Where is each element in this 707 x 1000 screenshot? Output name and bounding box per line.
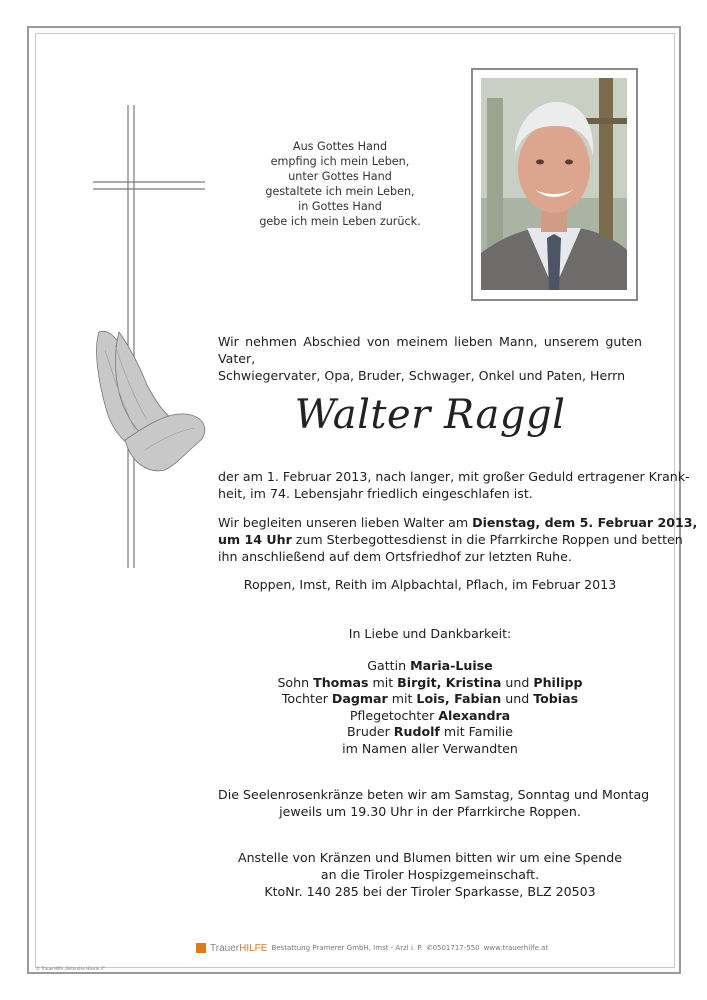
poem-line: in Gottes Hand <box>298 200 382 213</box>
family-wife: Gattin Maria-Luise <box>367 658 493 673</box>
copyright-note: © TrauerHilfe „Betendes Hände 3“ <box>36 966 106 971</box>
funeral-line-2: um 14 Uhr zum Sterbegottesdienst in die Pfarrkirche Roppen und betten <box>218 532 683 547</box>
cross-praying-hands-icon <box>85 100 220 570</box>
passing-line: heit, im 74. Lebensjahr friedlich eingeschlafen ist. <box>218 486 533 501</box>
funeral-paragraph <box>218 514 698 565</box>
poem <box>240 139 440 229</box>
poem-line: empfing ich mein Leben, <box>270 155 410 168</box>
rosary-line: Die Seelenrosenkränze beten wir am Samstag, Sonntag und Montag <box>218 787 650 802</box>
poem-line: gebe ich mein Leben zurück. <box>259 215 421 228</box>
logo-text-trauer: Trauer <box>210 942 240 954</box>
donation-line: Anstelle von Kränzen und Blumen bitten wir um eine Spende <box>237 850 623 865</box>
footer-phone: ✆0501717-550 <box>426 944 480 952</box>
poem-line: unter Gottes Hand <box>288 170 392 183</box>
deceased-name: Walter Raggl <box>294 392 566 438</box>
family-daughter: Tochter Dagmar mit Lois, Fabian und Tobias <box>281 691 579 706</box>
love-heading: In Liebe und Dankbarkeit: <box>348 626 512 641</box>
donation-line: KtoNr. 140 285 bei der Tiroler Sparkasse, BLZ 20503 <box>264 884 596 899</box>
intro-line: Wir nehmen Abschied von meinem lieben Mann, unserem guten Vater, <box>218 334 642 366</box>
logo-text-hilfe: HILFE <box>239 942 268 954</box>
family-son: Sohn Thomas mit Birgit, Kristina und Philipp <box>277 674 583 690</box>
funeral-line-3: ihn anschließend auf dem Ortsfriedhof zur letzten Ruhe. <box>218 549 572 564</box>
footer <box>196 941 548 955</box>
trauerhilfe-logo-icon <box>196 943 206 953</box>
portrait-photo <box>481 78 627 290</box>
rosary-line: jeweils um 19.30 Uhr in der Pfarrkirche Roppen. <box>279 804 581 819</box>
footer-company: Bestattung Pramerer GmbH, Imst - Arzl i. P. <box>271 944 423 952</box>
footer-website[interactable]: www.trauerhilfe.at <box>483 944 549 952</box>
funeral-time: um 14 Uhr <box>218 532 292 547</box>
funeral-date: Dienstag, dem 5. Februar 2013, <box>472 515 698 530</box>
intro-paragraph <box>218 333 642 384</box>
donation-line: an die Tiroler Hospizgemeinschaft. <box>320 867 540 882</box>
intro-line: Schwiegervater, Opa, Bruder, Schwager, Onkel und Paten, Herrn <box>218 368 626 383</box>
poem-line: gestaltete ich mein Leben, <box>265 185 415 198</box>
family-list <box>218 658 642 757</box>
rosary-paragraph <box>218 786 650 820</box>
poem-line: Aus Gottes Hand <box>292 140 388 153</box>
place-date: Roppen, Imst, Reith im Alpbachtal, Pflach, im Februar 2013 <box>243 577 617 592</box>
funeral-line-1: Wir begleiten unseren lieben Walter am Dienstag, dem 5. Februar 2013, <box>218 515 698 530</box>
family-brother: Bruder Rudolf mit Familie <box>347 724 513 739</box>
family-foster-daughter: Pflegetochter Alexandra <box>349 707 511 723</box>
family-relatives: im Namen aller Verwandten <box>342 740 518 756</box>
passing-paragraph <box>218 468 690 502</box>
passing-line: der am 1. Februar 2013, nach langer, mit großer Geduld ertragener Krank- <box>218 469 690 484</box>
donation-paragraph <box>218 849 642 900</box>
